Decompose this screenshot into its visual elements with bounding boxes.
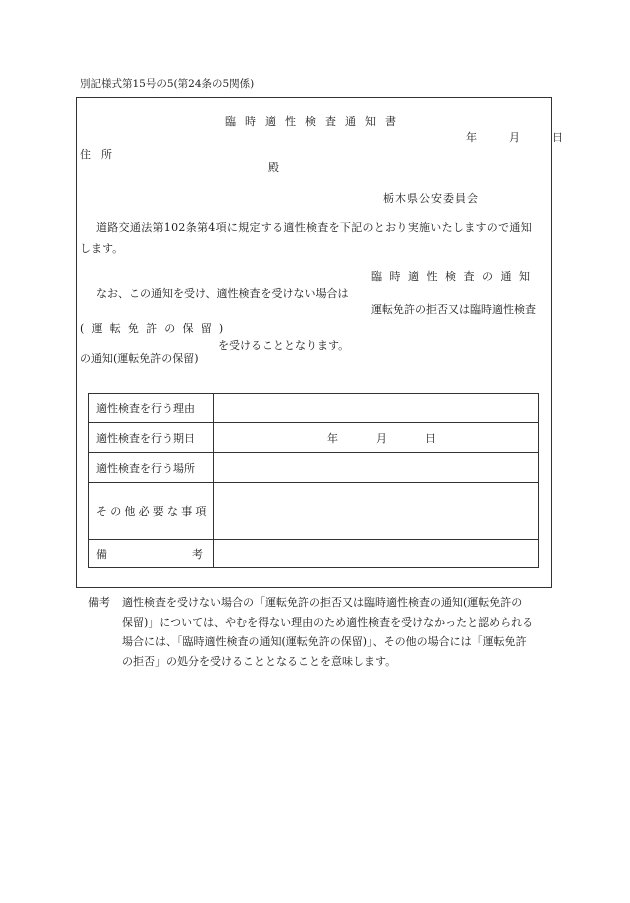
option-1-line-2: 運転免許の拒否又は臨時適性検査: [371, 303, 536, 316]
other-matters-label: その他必要な事項: [89, 483, 214, 540]
form-reference: 別記様式第15号の5(第24条の5関係): [80, 78, 255, 90]
remarks-value: [214, 540, 539, 568]
remarks-label-left: 備: [96, 547, 107, 561]
inspection-year-label: 年: [327, 431, 338, 445]
table-row: [89, 540, 539, 568]
date-label: 適性検査を行う期日: [89, 423, 214, 453]
paragraph-1-line-1: 道路交通法第102条第4項に規定する適性検査を下記のとおり実施いたしますので通知: [96, 221, 532, 234]
inspection-date-value: [214, 423, 539, 453]
option-1-line-1: 臨時適性検査の通知: [371, 270, 538, 283]
date-month-label: 月: [509, 131, 520, 144]
inspection-details-table: [88, 393, 539, 568]
note-line: 適性検査を受けない場合の「運転免許の拒否又は臨時適性検査の通知(運転免許の: [122, 596, 523, 609]
note-line: 場合には、「臨時適性検査の通知(運転免許の保留)」、その他の場合には「運転免許: [122, 635, 527, 648]
place-value: [214, 453, 539, 483]
option-2-line-2: の通知(運転免許の保留): [80, 352, 199, 365]
reason-value: [214, 394, 539, 423]
paragraph-2-main: なお、この通知を受け、適性検査を受けない場合は: [96, 287, 349, 300]
date-day-label: 日: [552, 131, 563, 144]
issue-date: [466, 132, 563, 143]
paragraph-2-end: を受けることとなります。: [218, 339, 350, 352]
document-title: 臨時適性検査通知書: [225, 115, 405, 128]
table-row: [89, 394, 539, 423]
honorific: 殿: [268, 161, 279, 174]
table-row: [89, 483, 539, 540]
footnote: [88, 593, 553, 671]
note-line: の拒否」の処分を受けることとなることを意味します。: [122, 654, 397, 668]
note-heading: 備考: [88, 596, 110, 609]
note-line: 保留)」については、やむを得ない理由のため適性検査を受けなかったと認められる: [122, 615, 534, 629]
inspection-month-label: 月: [376, 431, 387, 445]
option-2-line-1: (運転免許の保留): [80, 322, 231, 335]
address-label: 住所: [80, 148, 122, 161]
reason-label: 適性検査を行う理由: [89, 394, 214, 423]
inspection-day-label: 日: [425, 431, 436, 445]
date-year-label: 年: [466, 131, 477, 144]
remarks-label-right: 考: [192, 547, 203, 561]
table-row: [89, 423, 539, 453]
issuer-name: 栃木県公安委員会: [383, 192, 479, 205]
paragraph-1-line-2: します。: [80, 242, 124, 255]
table-row: [89, 453, 539, 483]
place-label: 適性検査を行う場所: [89, 453, 214, 483]
other-matters-value: [214, 483, 539, 540]
remarks-label: [89, 540, 214, 568]
